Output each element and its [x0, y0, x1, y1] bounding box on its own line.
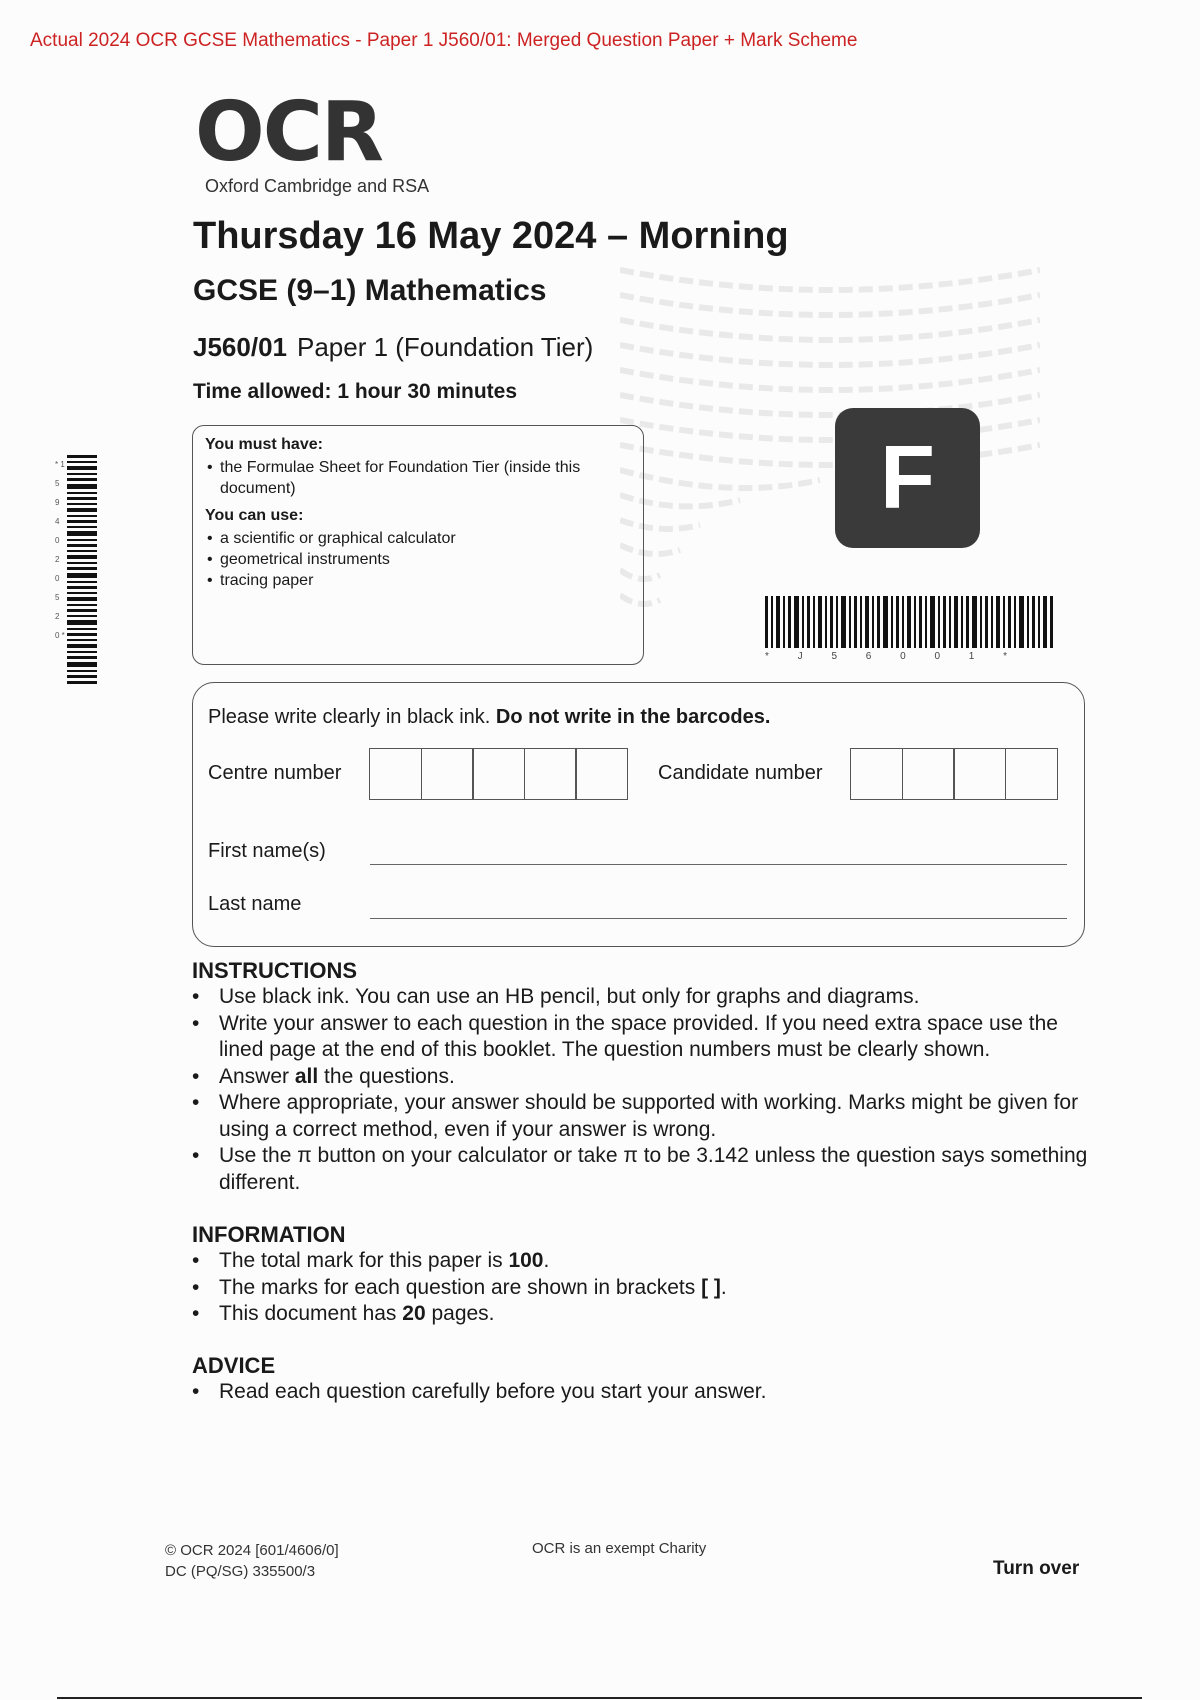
ocr-logo-subtitle: Oxford Cambridge and RSA — [205, 176, 430, 196]
candidate-number-cell[interactable] — [953, 748, 1006, 800]
can-use-heading: You can use: — [205, 507, 304, 524]
candidate-number-cell[interactable] — [850, 748, 903, 800]
information-section — [192, 1222, 1092, 1328]
ocr-logo: OCR — [195, 85, 383, 180]
paper-title — [193, 332, 593, 363]
centre-number-cell[interactable] — [421, 748, 474, 800]
instructions-list — [192, 984, 1092, 1196]
last-name-field[interactable] — [370, 918, 1067, 919]
list-item: • Where appropriate, your answer should be supported with working. Marks might be given for using a correct method, even if your answer is wrong. — [192, 1090, 1092, 1143]
candidate-number-cell[interactable] — [1005, 748, 1058, 800]
tier-badge: F — [835, 408, 980, 548]
centre-number-cell[interactable] — [524, 748, 577, 800]
time-allowed: Time allowed: 1 hour 30 minutes — [193, 380, 518, 403]
barcode-icon — [765, 596, 1055, 648]
paper-barcode — [765, 596, 1055, 662]
must-have-item: • the Formulae Sheet for Foundation Tier (inside this document) — [220, 457, 631, 499]
must-have-heading: You must have: — [205, 436, 323, 453]
exam-subject: GCSE (9–1) Mathematics — [193, 274, 547, 307]
exam-date: Thursday 16 May 2024 – Morning — [193, 215, 789, 257]
list-item: • Use the π button on your calculator or take π to be 3.142 unless the question says something different. — [192, 1143, 1092, 1196]
centre-number-cell[interactable] — [575, 748, 628, 800]
centre-number-label: Centre number — [208, 762, 342, 784]
instructions-heading: INSTRUCTIONS — [192, 958, 357, 983]
paper-code: J560/01 — [193, 332, 287, 362]
can-use-item: • a scientific or graphical calculator — [220, 528, 631, 549]
first-name-field[interactable] — [370, 864, 1067, 865]
dc-code: DC (PQ/SG) 335500/3 — [165, 1563, 316, 1580]
list-item: • This document has 20 pages. — [192, 1301, 1092, 1328]
equipment-box — [192, 425, 644, 665]
can-use-item: • geometrical instruments — [220, 549, 631, 570]
centre-number-cell[interactable] — [472, 748, 525, 800]
list-item: • Use black ink. You can use an HB pencil, but only for graphs and diagrams. — [192, 984, 1092, 1011]
first-name-label: First name(s) — [208, 840, 326, 862]
document-banner: Actual 2024 OCR GCSE Mathematics - Paper 1 J560/01: Merged Question Paper + Mark Scheme — [30, 30, 858, 51]
side-barcode-digits: * 1 5 9 4 0 2 0 5 2 0 * — [55, 460, 65, 640]
centre-number-cell[interactable] — [369, 748, 422, 800]
instructions-section — [192, 958, 1092, 1196]
side-barcode — [55, 455, 100, 690]
candidate-number-cell[interactable] — [902, 748, 955, 800]
advice-section — [192, 1353, 1092, 1406]
list-item: • The total mark for this paper is 100. — [192, 1248, 1092, 1275]
paper-name: Paper 1 (Foundation Tier) — [296, 332, 594, 362]
candidate-number-label: Candidate number — [658, 762, 823, 784]
information-heading: INFORMATION — [192, 1222, 346, 1247]
information-list — [192, 1248, 1092, 1328]
copyright-text: © OCR 2024 [601/4606/0] — [165, 1542, 339, 1559]
form-instruction: Please write clearly in black ink. Do not write in the barcodes. — [208, 706, 771, 728]
list-item: • Write your answer to each question in the space provided. If you need extra space use the lined page at the end of this booklet. The question numbers must be clearly shown. — [192, 1011, 1092, 1064]
candidate-number-boxes[interactable] — [850, 748, 1056, 800]
must-have-list — [205, 457, 631, 499]
footer-copyright — [165, 1540, 339, 1582]
bottom-divider — [57, 1697, 1142, 1699]
list-item: • Answer all the questions. — [192, 1064, 1092, 1091]
can-use-list — [205, 528, 631, 591]
list-item: • The marks for each question are shown in brackets [ ]. — [192, 1275, 1092, 1302]
advice-heading: ADVICE — [192, 1353, 276, 1378]
can-use-item: • tracing paper — [220, 570, 631, 591]
turn-over-label: Turn over — [993, 1558, 1080, 1579]
centre-number-boxes[interactable] — [369, 748, 627, 800]
last-name-label: Last name — [208, 893, 302, 915]
footer-charity: OCR is an exempt Charity — [532, 1540, 707, 1557]
list-item: • Read each question carefully before you start your answer. — [192, 1379, 1092, 1406]
advice-list — [192, 1379, 1092, 1406]
barcode-digits: * J 5 6 0 0 1 * — [765, 651, 1021, 662]
